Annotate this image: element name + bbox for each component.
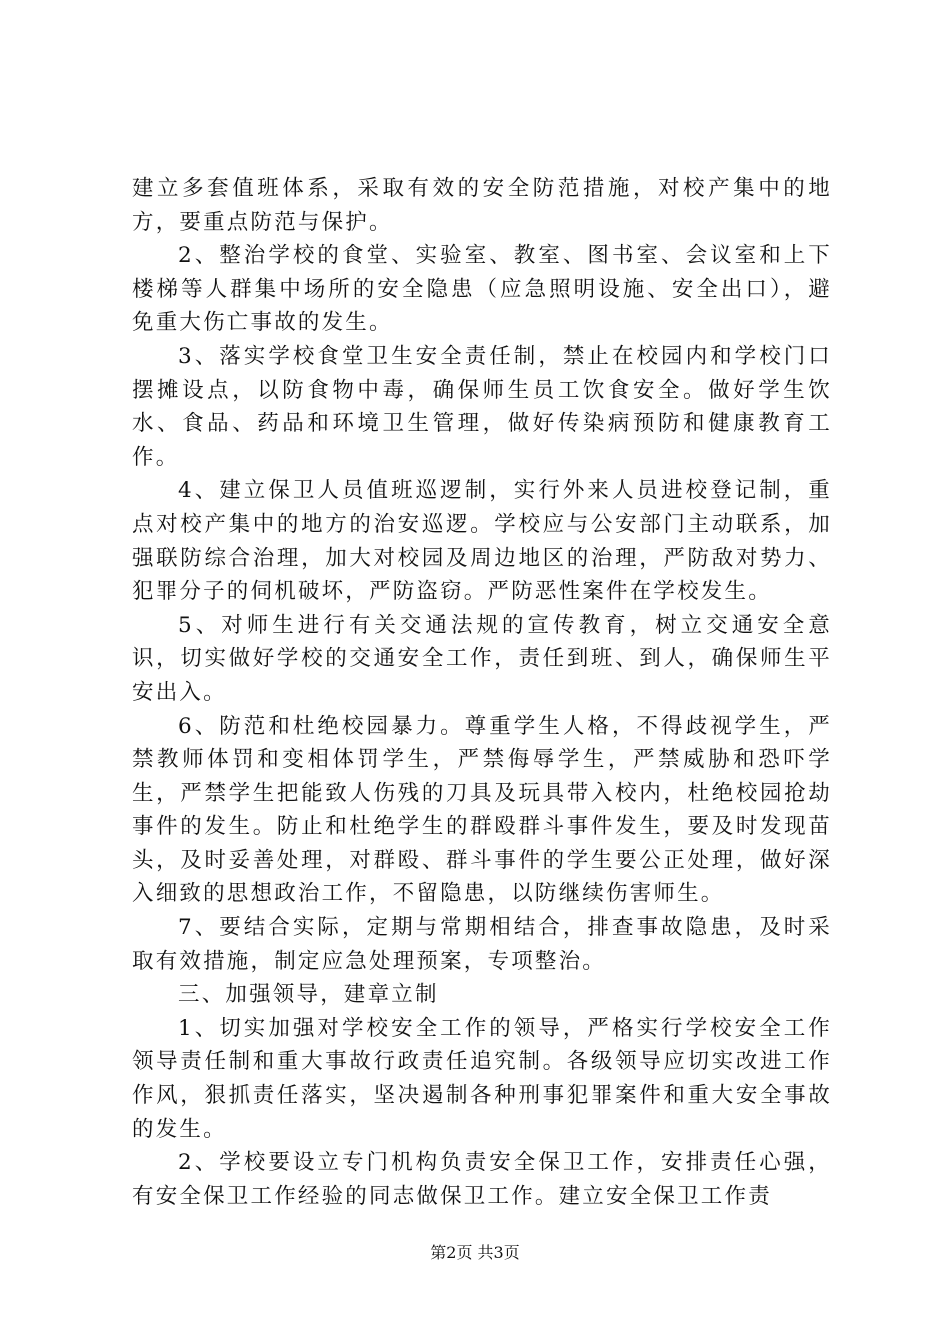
paragraph-item-2: 2、整治学校的食堂、实验室、教室、图书室、会议室和上下楼梯等人群集中场所的安全隐患（应急照明设施、安全出口），避免重大伤亡事故的发生。	[132, 243, 832, 336]
paragraph-item-4: 4、建立保卫人员值班巡逻制，实行外来人员进校登记制，重点对校产集中的地方的治安巡逻。学校应与公安部门主动联系，加强联防综合治理，加大对校园及周边地区的治理，严防敌对势力、犯罪分子的伺机破坏，严防盗窃。严防恶性案件在学校发生。	[132, 478, 832, 605]
paragraph-item-5: 5、对师生进行有关交通法规的宣传教育，树立交通安全意识，切实做好学校的交通安全工作，责任到班、到人，确保师生平安出入。	[132, 612, 832, 705]
paragraph-item-3: 3、落实学校食堂卫生安全责任制，禁止在校园内和学校门口摆摊设点，以防食物中毒，确保师生员工饮食安全。做好学生饮水、食品、药品和环境卫生管理，做好传染病预防和健康教育工作。	[132, 343, 832, 470]
paragraph-item-6: 6、防范和杜绝校园暴力。尊重学生人格，不得歧视学生，严禁教师体罚和变相体罚学生，严禁侮辱学生，严禁威胁和恐吓学生，严禁学生把能致人伤残的刀具及玩具带入校内，杜绝校园抢劫事件的发生。防止和杜绝学生的群殴群斗事件发生，要及时发现苗头，及时妥善处理，对群殴、群斗事件的学生要公正处理，做好深入细致的思想政治工作，不留隐患，以防继续伤害师生。	[132, 713, 832, 907]
paragraph-item-7: 7、要结合实际，定期与常期相结合，排查事故隐患，及时采取有效措施，制定应急处理预案，专项整治。	[132, 915, 832, 974]
section-heading: 三、加强领导，建章立制	[178, 982, 439, 1008]
page-number-footer: 第2页 共3页	[430, 1243, 520, 1262]
paragraph-section3-item-2: 2、学校要设立专门机构负责安全保卫工作，安排责任心强，有安全保卫工作经验的同志做保卫工作。建立安全保卫工作责	[132, 1150, 832, 1209]
document-body	[132, 172, 832, 1213]
paragraph-continuation: 建立多套值班体系，采取有效的安全防范措施，对校产集中的地方，要重点防范与保护。	[132, 176, 832, 235]
paragraph-section3-item-1: 1、切实加强对学校安全工作的领导，严格实行学校安全工作领导责任制和重大事故行政责任追究制。各级领导应切实改进工作作风，狠抓责任落实，坚决遏制各种刑事犯罪案件和重大安全事故的发生。	[132, 1015, 832, 1142]
